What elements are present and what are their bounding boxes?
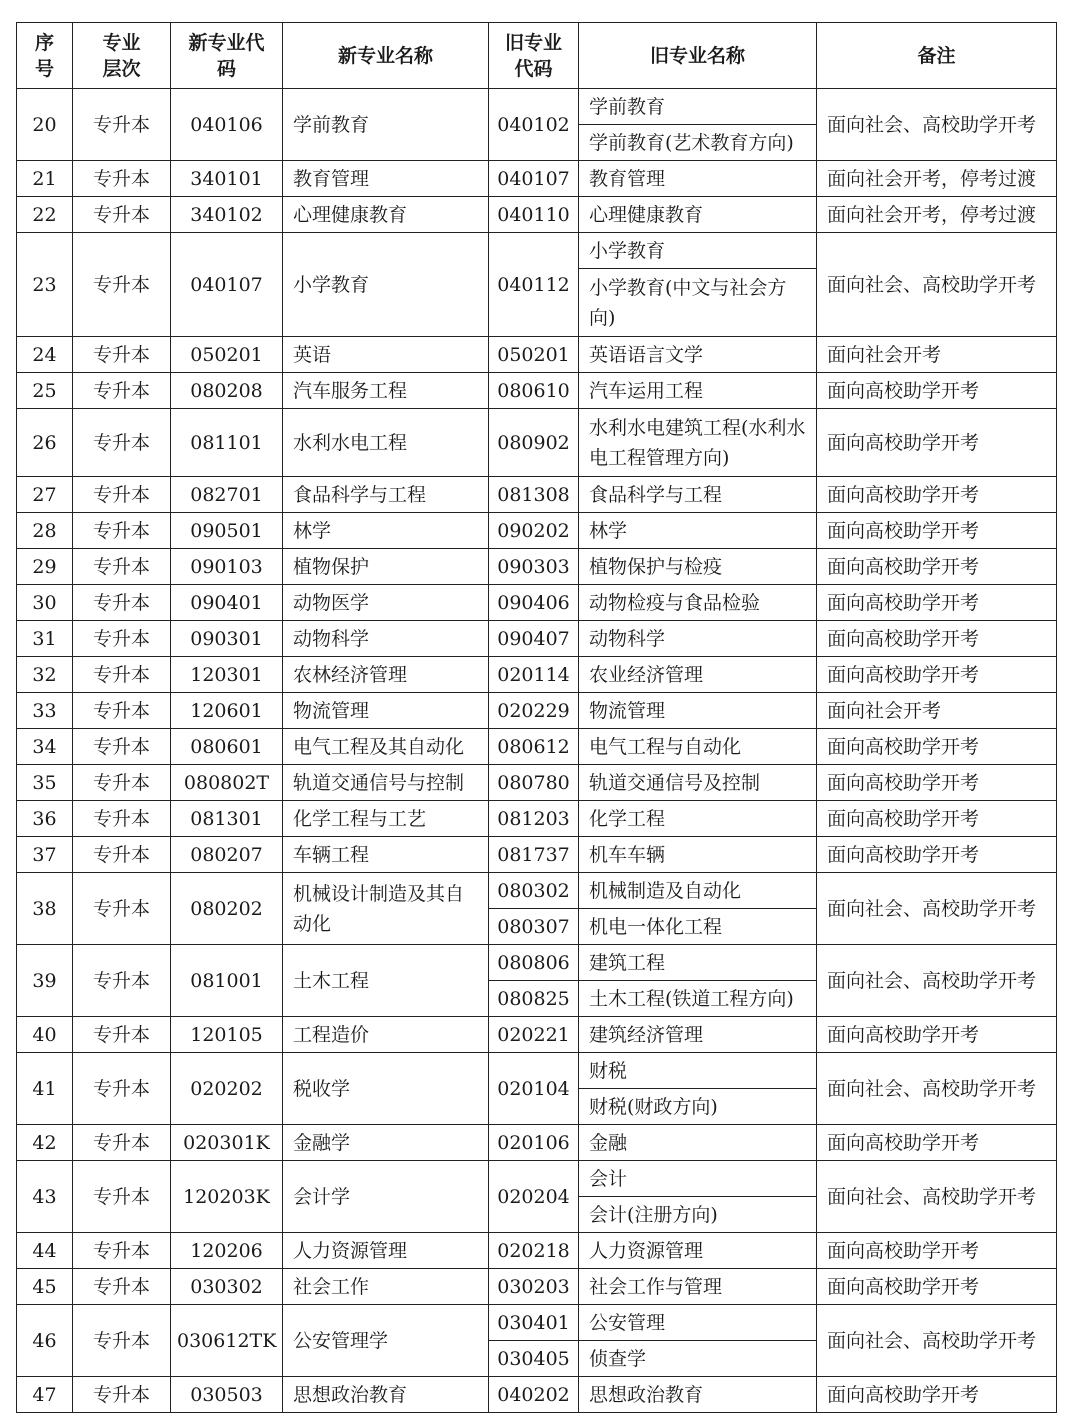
old-code-cell: 050201 xyxy=(489,337,579,373)
seq-cell: 28 xyxy=(17,513,73,549)
level-cell: 专升本 xyxy=(73,837,171,873)
old-code-cell: 081737 xyxy=(489,837,579,873)
table-row xyxy=(17,1161,1057,1197)
level-cell: 专升本 xyxy=(73,765,171,801)
new-code-cell: 040107 xyxy=(171,233,283,337)
level-cell: 专升本 xyxy=(73,233,171,337)
table-row xyxy=(17,873,1057,909)
old-name-cell: 社会工作与管理 xyxy=(579,1269,817,1305)
old-name-cell: 会计(注册方向) xyxy=(579,1197,817,1233)
new-code-cell: 080207 xyxy=(171,837,283,873)
new-code-cell: 120203K xyxy=(171,1161,283,1233)
new-code-cell: 120601 xyxy=(171,693,283,729)
new-code-cell: 030612TK xyxy=(171,1305,283,1377)
level-cell: 专升本 xyxy=(73,801,171,837)
remark-cell: 面向社会开考，停考过渡 xyxy=(817,197,1057,233)
old-code-cell: 090407 xyxy=(489,621,579,657)
old-name-cell: 汽车运用工程 xyxy=(579,373,817,409)
seq-cell: 20 xyxy=(17,89,73,161)
seq-cell: 23 xyxy=(17,233,73,337)
old-code-cell: 020229 xyxy=(489,693,579,729)
header-old-name: 旧专业名称 xyxy=(579,23,817,89)
level-cell: 专升本 xyxy=(73,161,171,197)
level-cell: 专升本 xyxy=(73,693,171,729)
remark-cell: 面向高校助学开考 xyxy=(817,513,1057,549)
header-old-code: 旧专业 代码 xyxy=(489,23,579,89)
seq-cell: 27 xyxy=(17,477,73,513)
seq-cell: 25 xyxy=(17,373,73,409)
seq-cell: 45 xyxy=(17,1269,73,1305)
old-name-cell: 公安管理 xyxy=(579,1305,817,1341)
new-name-cell: 英语 xyxy=(283,337,489,373)
remark-cell: 面向高校助学开考 xyxy=(817,621,1057,657)
table-row xyxy=(17,801,1057,837)
level-cell: 专升本 xyxy=(73,1233,171,1269)
new-code-cell: 090301 xyxy=(171,621,283,657)
header-remark: 备注 xyxy=(817,23,1057,89)
remark-cell: 面向高校助学开考 xyxy=(817,729,1057,765)
old-code-cell: 020106 xyxy=(489,1125,579,1161)
old-name-cell: 动物科学 xyxy=(579,621,817,657)
new-name-cell: 思想政治教育 xyxy=(283,1377,489,1413)
old-code-cell: 080902 xyxy=(489,409,579,477)
seq-cell: 22 xyxy=(17,197,73,233)
new-name-cell: 心理健康教育 xyxy=(283,197,489,233)
new-code-cell: 082701 xyxy=(171,477,283,513)
old-name-cell: 思想政治教育 xyxy=(579,1377,817,1413)
new-code-cell: 050201 xyxy=(171,337,283,373)
table-row xyxy=(17,513,1057,549)
table-row xyxy=(17,373,1057,409)
table-row xyxy=(17,197,1057,233)
remark-cell: 面向高校助学开考 xyxy=(817,477,1057,513)
new-name-cell: 水利水电工程 xyxy=(283,409,489,477)
old-name-cell: 机电一体化工程 xyxy=(579,909,817,945)
table-row xyxy=(17,409,1057,477)
new-name-cell: 物流管理 xyxy=(283,693,489,729)
remark-cell: 面向高校助学开考 xyxy=(817,837,1057,873)
old-name-cell: 电气工程与自动化 xyxy=(579,729,817,765)
seq-cell: 42 xyxy=(17,1125,73,1161)
seq-cell: 39 xyxy=(17,945,73,1017)
old-name-cell: 土木工程(铁道工程方向) xyxy=(579,981,817,1017)
major-mapping-table xyxy=(16,22,1057,1413)
level-cell: 专升本 xyxy=(73,197,171,233)
old-code-cell: 040202 xyxy=(489,1377,579,1413)
remark-cell: 面向高校助学开考 xyxy=(817,549,1057,585)
old-code-cell: 080612 xyxy=(489,729,579,765)
remark-cell: 面向高校助学开考 xyxy=(817,585,1057,621)
table-row xyxy=(17,233,1057,269)
new-name-cell: 学前教育 xyxy=(283,89,489,161)
table-row xyxy=(17,693,1057,729)
remark-cell: 面向高校助学开考 xyxy=(817,1377,1057,1413)
new-code-cell: 081001 xyxy=(171,945,283,1017)
old-code-cell: 080780 xyxy=(489,765,579,801)
old-code-cell: 081203 xyxy=(489,801,579,837)
new-name-cell: 人力资源管理 xyxy=(283,1233,489,1269)
new-name-cell: 农林经济管理 xyxy=(283,657,489,693)
remark-cell: 面向高校助学开考 xyxy=(817,1269,1057,1305)
level-cell: 专升本 xyxy=(73,1305,171,1377)
table-row xyxy=(17,1017,1057,1053)
old-code-cell: 020114 xyxy=(489,657,579,693)
table-row xyxy=(17,585,1057,621)
table-row xyxy=(17,729,1057,765)
old-name-cell: 食品科学与工程 xyxy=(579,477,817,513)
old-name-cell: 英语语言文学 xyxy=(579,337,817,373)
remark-cell: 面向社会、高校助学开考 xyxy=(817,233,1057,337)
new-name-cell: 教育管理 xyxy=(283,161,489,197)
remark-cell: 面向社会、高校助学开考 xyxy=(817,945,1057,1017)
table-row xyxy=(17,161,1057,197)
old-name-cell: 水利水电建筑工程(水利水电工程管理方向) xyxy=(579,409,817,477)
old-code-cell: 080610 xyxy=(489,373,579,409)
old-code-cell: 080307 xyxy=(489,909,579,945)
remark-cell: 面向社会、高校助学开考 xyxy=(817,1161,1057,1233)
new-code-cell: 081101 xyxy=(171,409,283,477)
header-seq: 序 号 xyxy=(17,23,73,89)
seq-cell: 38 xyxy=(17,873,73,945)
remark-cell: 面向社会、高校助学开考 xyxy=(817,873,1057,945)
new-code-cell: 090103 xyxy=(171,549,283,585)
seq-cell: 24 xyxy=(17,337,73,373)
old-name-cell: 财税(财政方向) xyxy=(579,1089,817,1125)
seq-cell: 35 xyxy=(17,765,73,801)
old-name-cell: 化学工程 xyxy=(579,801,817,837)
level-cell: 专升本 xyxy=(73,621,171,657)
table-row xyxy=(17,1269,1057,1305)
table-row xyxy=(17,765,1057,801)
remark-cell: 面向社会、高校助学开考 xyxy=(817,1053,1057,1125)
remark-cell: 面向高校助学开考 xyxy=(817,1233,1057,1269)
old-code-cell: 090303 xyxy=(489,549,579,585)
old-name-cell: 轨道交通信号及控制 xyxy=(579,765,817,801)
new-code-cell: 090401 xyxy=(171,585,283,621)
seq-cell: 37 xyxy=(17,837,73,873)
new-name-cell: 工程造价 xyxy=(283,1017,489,1053)
old-name-cell: 植物保护与检疫 xyxy=(579,549,817,585)
old-code-cell: 081308 xyxy=(489,477,579,513)
new-code-cell: 080208 xyxy=(171,373,283,409)
table-row xyxy=(17,337,1057,373)
seq-cell: 41 xyxy=(17,1053,73,1125)
new-name-cell: 食品科学与工程 xyxy=(283,477,489,513)
level-cell: 专升本 xyxy=(73,513,171,549)
table-row xyxy=(17,1377,1057,1413)
remark-cell: 面向高校助学开考 xyxy=(817,1125,1057,1161)
new-code-cell: 090501 xyxy=(171,513,283,549)
new-code-cell: 030503 xyxy=(171,1377,283,1413)
new-name-cell: 电气工程及其自动化 xyxy=(283,729,489,765)
new-name-cell: 汽车服务工程 xyxy=(283,373,489,409)
new-name-cell: 金融学 xyxy=(283,1125,489,1161)
table-row xyxy=(17,945,1057,981)
new-name-cell: 会计学 xyxy=(283,1161,489,1233)
new-name-cell: 小学教育 xyxy=(283,233,489,337)
remark-cell: 面向高校助学开考 xyxy=(817,801,1057,837)
old-name-cell: 物流管理 xyxy=(579,693,817,729)
new-name-cell: 土木工程 xyxy=(283,945,489,1017)
old-name-cell: 小学教育 xyxy=(579,233,817,269)
old-name-cell: 会计 xyxy=(579,1161,817,1197)
old-code-cell: 040102 xyxy=(489,89,579,161)
seq-cell: 40 xyxy=(17,1017,73,1053)
remark-cell: 面向社会、高校助学开考 xyxy=(817,89,1057,161)
old-name-cell: 教育管理 xyxy=(579,161,817,197)
level-cell: 专升本 xyxy=(73,89,171,161)
new-code-cell: 020301K xyxy=(171,1125,283,1161)
level-cell: 专升本 xyxy=(73,945,171,1017)
table-row xyxy=(17,549,1057,585)
new-name-cell: 公安管理学 xyxy=(283,1305,489,1377)
header-new-code: 新专业代 码 xyxy=(171,23,283,89)
new-name-cell: 轨道交通信号与控制 xyxy=(283,765,489,801)
old-code-cell: 090406 xyxy=(489,585,579,621)
old-name-cell: 林学 xyxy=(579,513,817,549)
seq-cell: 21 xyxy=(17,161,73,197)
header-new-name: 新专业名称 xyxy=(283,23,489,89)
level-cell: 专升本 xyxy=(73,1161,171,1233)
remark-cell: 面向高校助学开考 xyxy=(817,657,1057,693)
new-name-cell: 动物医学 xyxy=(283,585,489,621)
remark-cell: 面向社会开考 xyxy=(817,337,1057,373)
old-name-cell: 侦查学 xyxy=(579,1341,817,1377)
remark-cell: 面向高校助学开考 xyxy=(817,1017,1057,1053)
old-code-cell: 020218 xyxy=(489,1233,579,1269)
old-code-cell: 040107 xyxy=(489,161,579,197)
header-level: 专业 层次 xyxy=(73,23,171,89)
table-row xyxy=(17,837,1057,873)
old-name-cell: 财税 xyxy=(579,1053,817,1089)
old-name-cell: 学前教育 xyxy=(579,89,817,125)
table-row xyxy=(17,1053,1057,1089)
table-header xyxy=(17,23,1057,89)
new-name-cell: 车辆工程 xyxy=(283,837,489,873)
old-code-cell: 080302 xyxy=(489,873,579,909)
level-cell: 专升本 xyxy=(73,337,171,373)
new-name-cell: 植物保护 xyxy=(283,549,489,585)
new-code-cell: 120206 xyxy=(171,1233,283,1269)
table-row xyxy=(17,621,1057,657)
new-name-cell: 机械设计制造及其自动化 xyxy=(283,873,489,945)
remark-cell: 面向高校助学开考 xyxy=(817,409,1057,477)
new-code-cell: 080202 xyxy=(171,873,283,945)
seq-cell: 47 xyxy=(17,1377,73,1413)
seq-cell: 32 xyxy=(17,657,73,693)
remark-cell: 面向高校助学开考 xyxy=(817,765,1057,801)
level-cell: 专升本 xyxy=(73,409,171,477)
old-name-cell: 金融 xyxy=(579,1125,817,1161)
table-row xyxy=(17,89,1057,125)
level-cell: 专升本 xyxy=(73,1053,171,1125)
old-code-cell: 020104 xyxy=(489,1053,579,1125)
level-cell: 专升本 xyxy=(73,477,171,513)
old-code-cell: 020221 xyxy=(489,1017,579,1053)
old-name-cell: 小学教育(中文与社会方向) xyxy=(579,269,817,337)
new-code-cell: 120301 xyxy=(171,657,283,693)
seq-cell: 36 xyxy=(17,801,73,837)
level-cell: 专升本 xyxy=(73,1125,171,1161)
new-code-cell: 040106 xyxy=(171,89,283,161)
old-name-cell: 机械制造及自动化 xyxy=(579,873,817,909)
seq-cell: 31 xyxy=(17,621,73,657)
new-code-cell: 030302 xyxy=(171,1269,283,1305)
table-body xyxy=(17,89,1057,1413)
table-row xyxy=(17,1305,1057,1341)
old-name-cell: 心理健康教育 xyxy=(579,197,817,233)
level-cell: 专升本 xyxy=(73,1017,171,1053)
old-code-cell: 090202 xyxy=(489,513,579,549)
table-row xyxy=(17,1233,1057,1269)
new-code-cell: 020202 xyxy=(171,1053,283,1125)
new-name-cell: 林学 xyxy=(283,513,489,549)
remark-cell: 面向社会开考 xyxy=(817,693,1057,729)
level-cell: 专升本 xyxy=(73,1269,171,1305)
new-name-cell: 动物科学 xyxy=(283,621,489,657)
remark-cell: 面向社会开考，停考过渡 xyxy=(817,161,1057,197)
level-cell: 专升本 xyxy=(73,373,171,409)
level-cell: 专升本 xyxy=(73,873,171,945)
old-name-cell: 人力资源管理 xyxy=(579,1233,817,1269)
old-code-cell: 030405 xyxy=(489,1341,579,1377)
table-row xyxy=(17,657,1057,693)
new-name-cell: 化学工程与工艺 xyxy=(283,801,489,837)
new-name-cell: 税收学 xyxy=(283,1053,489,1125)
table-row xyxy=(17,477,1057,513)
seq-cell: 29 xyxy=(17,549,73,585)
new-code-cell: 080601 xyxy=(171,729,283,765)
level-cell: 专升本 xyxy=(73,657,171,693)
level-cell: 专升本 xyxy=(73,729,171,765)
old-name-cell: 建筑工程 xyxy=(579,945,817,981)
old-code-cell: 020204 xyxy=(489,1161,579,1233)
old-code-cell: 030203 xyxy=(489,1269,579,1305)
old-code-cell: 040112 xyxy=(489,233,579,337)
level-cell: 专升本 xyxy=(73,549,171,585)
old-code-cell: 040110 xyxy=(489,197,579,233)
seq-cell: 34 xyxy=(17,729,73,765)
old-code-cell: 080806 xyxy=(489,945,579,981)
new-code-cell: 120105 xyxy=(171,1017,283,1053)
old-code-cell: 080825 xyxy=(489,981,579,1017)
seq-cell: 46 xyxy=(17,1305,73,1377)
new-name-cell: 社会工作 xyxy=(283,1269,489,1305)
level-cell: 专升本 xyxy=(73,585,171,621)
old-name-cell: 建筑经济管理 xyxy=(579,1017,817,1053)
remark-cell: 面向社会、高校助学开考 xyxy=(817,1305,1057,1377)
old-name-cell: 农业经济管理 xyxy=(579,657,817,693)
level-cell: 专升本 xyxy=(73,1377,171,1413)
new-code-cell: 340102 xyxy=(171,197,283,233)
seq-cell: 43 xyxy=(17,1161,73,1233)
new-code-cell: 080802T xyxy=(171,765,283,801)
old-code-cell: 030401 xyxy=(489,1305,579,1341)
old-name-cell: 学前教育(艺术教育方向) xyxy=(579,125,817,161)
old-name-cell: 动物检疫与食品检验 xyxy=(579,585,817,621)
old-name-cell: 机车车辆 xyxy=(579,837,817,873)
seq-cell: 33 xyxy=(17,693,73,729)
seq-cell: 26 xyxy=(17,409,73,477)
table-row xyxy=(17,1125,1057,1161)
new-code-cell: 081301 xyxy=(171,801,283,837)
new-code-cell: 340101 xyxy=(171,161,283,197)
seq-cell: 30 xyxy=(17,585,73,621)
seq-cell: 44 xyxy=(17,1233,73,1269)
remark-cell: 面向高校助学开考 xyxy=(817,373,1057,409)
